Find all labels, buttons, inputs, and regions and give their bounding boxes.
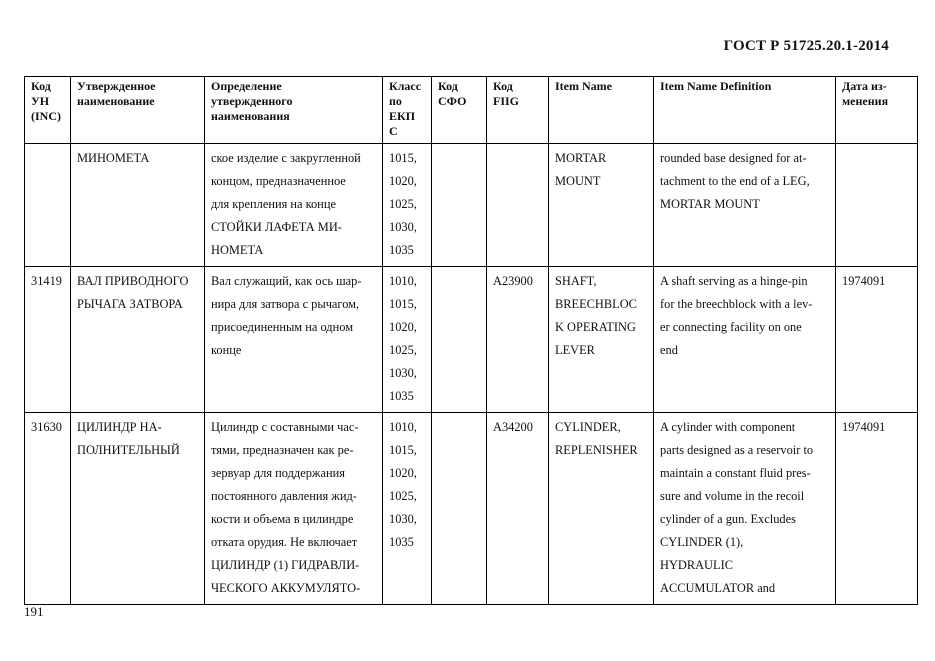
cell-line: MORTAR MOUNT <box>660 197 760 211</box>
cell-value: 31630 <box>31 420 62 434</box>
col-item-definition-header <box>654 77 836 144</box>
cell-line: тями, предназначен как ре- <box>211 443 354 457</box>
class-cell <box>383 267 432 413</box>
cell-line: 1025, <box>389 489 417 503</box>
cell-line: ВАЛ ПРИВОДНОГО <box>77 274 189 288</box>
header-line: С <box>389 124 398 138</box>
cell-line: ПОЛНИТЕЛЬНЫЙ <box>77 443 180 457</box>
header-line: утвержденного <box>211 94 293 108</box>
sfo-cell <box>432 413 487 605</box>
cell-line: конце <box>211 343 242 357</box>
nomenclature-table <box>24 76 918 605</box>
cell-value: A34200 <box>493 420 533 434</box>
class-cell <box>383 144 432 267</box>
definition-cell <box>205 144 383 267</box>
fiig-cell <box>487 413 549 605</box>
header-line: Класс <box>389 79 422 93</box>
inc-cell <box>25 413 71 605</box>
approved-name-cell <box>71 413 205 605</box>
cell-line: СТОЙКИ ЛАФЕТА МИ- <box>211 220 342 234</box>
header-line: FIIG <box>493 94 520 108</box>
cell-line: 1010, <box>389 274 417 288</box>
header-line: по <box>389 94 402 108</box>
class-cell <box>383 413 432 605</box>
header-line: Определение <box>211 79 282 93</box>
cell-line: CYLINDER, <box>555 420 621 434</box>
header-line: Утвержденное <box>77 79 156 93</box>
header-line: Код <box>31 79 51 93</box>
header-line: Дата из- <box>842 79 887 93</box>
definition-cell <box>205 413 383 605</box>
cell-line: A shaft serving as a hinge-pin <box>660 274 808 288</box>
cell-line: tachment to the end of a LEG, <box>660 174 810 188</box>
cell-line: end <box>660 343 678 357</box>
cell-line: ЧЕСКОГО АККУМУЛЯТО- <box>211 581 361 595</box>
cell-line: постоянного давления жид- <box>211 489 357 503</box>
header-line: менения <box>842 94 889 108</box>
header-line: Item Name Definition <box>660 79 772 93</box>
cell-line: CYLINDER (1), <box>660 535 744 549</box>
col-sfo-header <box>432 77 487 144</box>
table-row <box>25 413 918 605</box>
col-change-date-header <box>836 77 918 144</box>
item-name-cell <box>549 144 654 267</box>
cell-line: 1025, <box>389 197 417 211</box>
cell-line: HYDRAULIC <box>660 558 733 572</box>
item-definition-cell <box>654 144 836 267</box>
sfo-cell <box>432 267 487 413</box>
cell-line: 1020, <box>389 320 417 334</box>
col-inc-header <box>25 77 71 144</box>
col-item-name-header <box>549 77 654 144</box>
approved-name-cell <box>71 267 205 413</box>
header-line: Item Name <box>555 79 612 93</box>
cell-line: LEVER <box>555 343 595 357</box>
definition-cell <box>205 267 383 413</box>
cell-line: 1015, <box>389 297 417 311</box>
table-row <box>25 144 918 267</box>
col-class-header <box>383 77 432 144</box>
cell-line: MOUNT <box>555 174 601 188</box>
cell-line: Цилиндр с составными час- <box>211 420 359 434</box>
cell-line: SHAFT, <box>555 274 597 288</box>
cell-line: 1015, <box>389 151 417 165</box>
inc-cell <box>25 144 71 267</box>
col-fiig-header <box>487 77 549 144</box>
header-line: (INC) <box>31 109 61 123</box>
cell-line: parts designed as a reservoir to <box>660 443 814 457</box>
cell-line: Вал служащий, как ось шар- <box>211 274 362 288</box>
cell-line: 1010, <box>389 420 417 434</box>
cell-line: for the breechblock with a lev- <box>660 297 813 311</box>
change-date-cell <box>836 413 918 605</box>
header-line: наименование <box>77 94 155 108</box>
cell-line: нира для затвора с рычагом, <box>211 297 360 311</box>
table-row <box>25 267 918 413</box>
cell-line: отката орудия. Не включает <box>211 535 358 549</box>
cell-line: 1035 <box>389 389 414 403</box>
cell-line: 1020, <box>389 174 417 188</box>
cell-line: 1030, <box>389 512 417 526</box>
cell-value: A23900 <box>493 274 533 288</box>
page-number: 191 <box>24 604 44 619</box>
item-definition-cell <box>654 267 836 413</box>
cell-line: РЫЧАГА ЗАТВОРА <box>77 297 183 311</box>
cell-line: 1035 <box>389 535 414 549</box>
document-code: ГОСТ Р 51725.20.1-2014 <box>723 38 889 54</box>
change-date-cell <box>836 267 918 413</box>
cell-line: 1035 <box>389 243 414 257</box>
table-header-row <box>25 77 918 144</box>
header-line: ЕКП <box>389 109 416 123</box>
cell-line: REPLENISHER <box>555 443 638 457</box>
inc-cell <box>25 267 71 413</box>
header-line: УН <box>31 94 50 108</box>
cell-line: 1025, <box>389 343 417 357</box>
cell-line: 1020, <box>389 466 417 480</box>
cell-line: 1030, <box>389 366 417 380</box>
cell-line: зервуар для поддержания <box>211 466 345 480</box>
table-body <box>25 144 918 605</box>
cell-line: 1015, <box>389 443 417 457</box>
header-line: Код <box>493 79 513 93</box>
header-line: Код <box>438 79 458 93</box>
sfo-cell <box>432 144 487 267</box>
cell-line: МИНОМЕТА <box>77 151 150 165</box>
cell-value: 1974091 <box>842 274 886 288</box>
header-line: СФО <box>438 94 467 108</box>
cell-line: присоединенным на одном <box>211 320 354 334</box>
cell-line: MORTAR <box>555 151 607 165</box>
approved-name-cell <box>71 144 205 267</box>
cell-line: кости и объема в цилиндре <box>211 512 354 526</box>
cell-line: maintain a constant fluid pres- <box>660 466 811 480</box>
col-definition-header <box>205 77 383 144</box>
header-line: наименования <box>211 109 290 123</box>
cell-line: er connecting facility on one <box>660 320 802 334</box>
cell-line: НОМЕТА <box>211 243 264 257</box>
col-approved-name-header <box>71 77 205 144</box>
cell-line: A cylinder with component <box>660 420 796 434</box>
cell-value: 1974091 <box>842 420 886 434</box>
item-definition-cell <box>654 413 836 605</box>
item-name-cell <box>549 267 654 413</box>
item-name-cell <box>549 413 654 605</box>
cell-line: rounded base designed for at- <box>660 151 807 165</box>
cell-line: ЦИЛИНДР (1) ГИДРАВЛИ- <box>211 558 360 572</box>
cell-value: 31419 <box>31 274 62 288</box>
cell-line: 1030, <box>389 220 417 234</box>
cell-line: ACCUMULATOR and <box>660 581 776 595</box>
change-date-cell <box>836 144 918 267</box>
cell-line: cylinder of a gun. Excludes <box>660 512 796 526</box>
fiig-cell <box>487 144 549 267</box>
cell-line: BREECHBLOC <box>555 297 637 311</box>
fiig-cell <box>487 267 549 413</box>
cell-line: для крепления на конце <box>211 197 336 211</box>
cell-line: ЦИЛИНДР НА- <box>77 420 162 434</box>
cell-line: ское изделие с закругленной <box>211 151 361 165</box>
cell-line: sure and volume in the recoil <box>660 489 805 503</box>
cell-line: K OPERATING <box>555 320 636 334</box>
cell-line: концом, предназначенное <box>211 174 346 188</box>
